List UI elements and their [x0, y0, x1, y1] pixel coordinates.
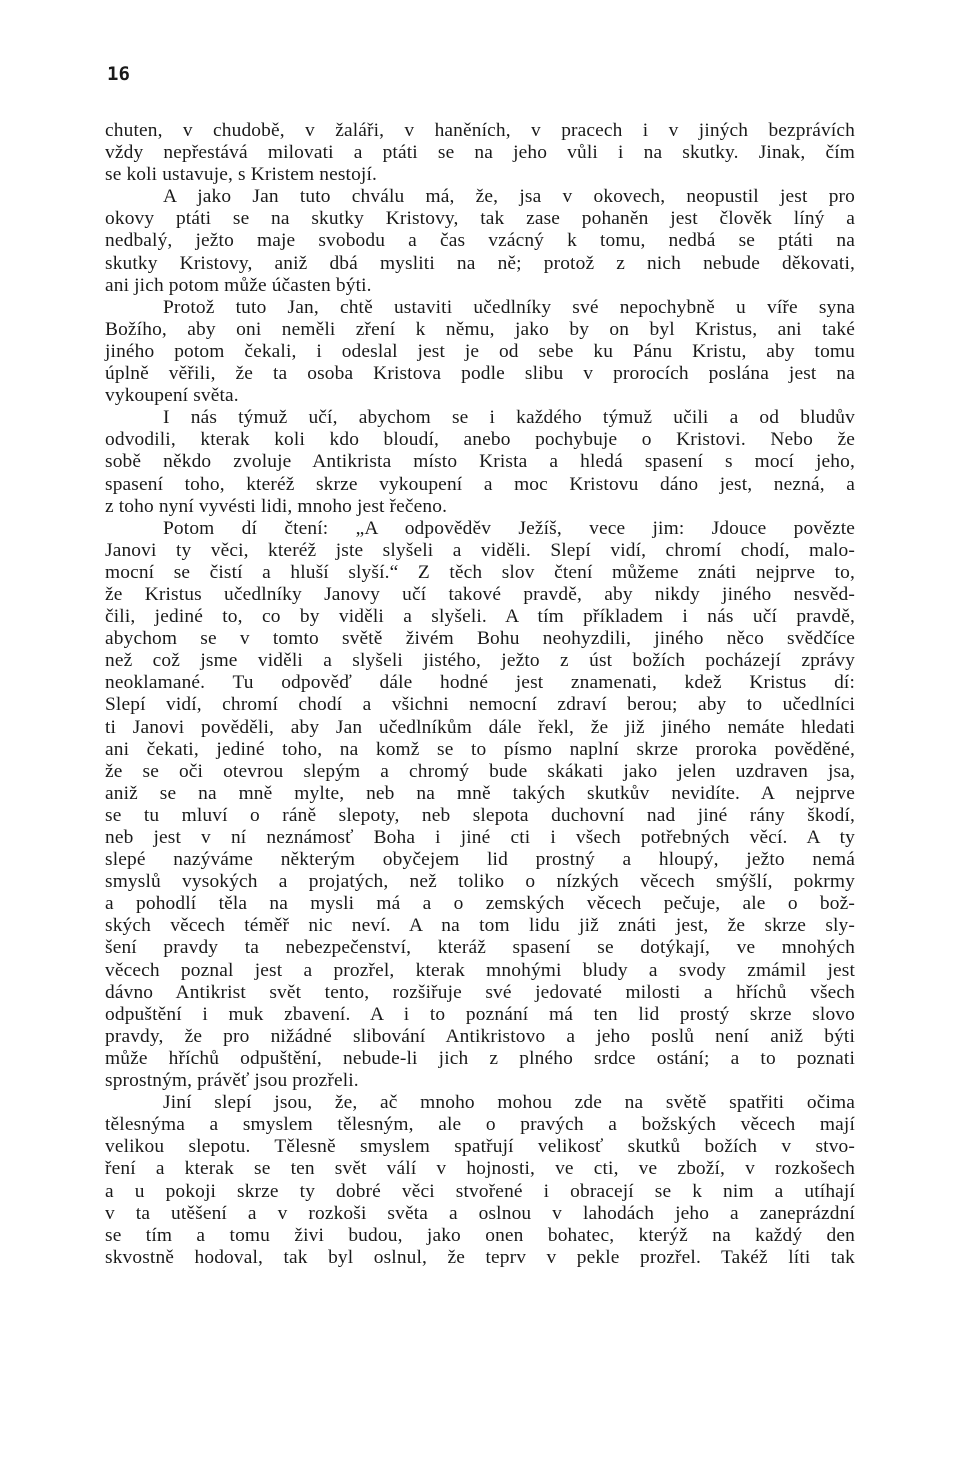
- text-line: Potom dí čtení: „A odpověděv Ježíš, vece jim: Jdouce povězte: [163, 517, 855, 539]
- text-line: dávno Antikrist svět tento, rozšiřuje své jedovaté milosti a hříchů všech: [105, 981, 855, 1003]
- text-line: se koli ustavuje, s Kristem nestojí.: [105, 164, 377, 186]
- text-line: vykoupení světa.: [105, 385, 239, 407]
- text-line: okovy ptáti se na skutky Kristovy, tak zase pohaněn jest člověk líný a: [105, 208, 855, 230]
- text-line: čili, jediné to, co by viděli a slyšeli. A tím příkladem i nás učí pravdě,: [105, 606, 855, 628]
- text-line: jiného potom čekali, i odeslal jest je od sebe ku Pánu Kristu, aby tomu: [105, 340, 855, 362]
- text-line: Protož tuto Jan, chtě ustaviti učedlníky své nepochybně u víře syna: [163, 296, 855, 318]
- text-line: a pohodlí těla na mysli má a o zemských věcech pečuje, ale o bož-: [105, 893, 855, 915]
- text-line: ření a kterak se ten svět válí v hojnosti, ve cti, ve zboží, v rozkošech: [105, 1158, 855, 1180]
- text-line: mocní se čistí a hluší slyší.“ Z těch slov čtení můžeme znáti nejprve to,: [105, 561, 855, 583]
- text-line: skvostně hodoval, tak byl oslnul, že teprv v pekle prozřel. Takéž líti tak: [105, 1246, 855, 1268]
- text-line: že Kristus učedlníky Janovy učí takové pravdě, aby nikdy jiného nesvěd-: [105, 583, 855, 605]
- text-line: než což jsme viděli a slyšeli jistého, ježto z úst božích pocházejí zprávy: [105, 650, 855, 672]
- text-line: z toho nyní vyvésti lidi, mnoho jest řečeno.: [105, 495, 448, 517]
- text-line: sprostným, právěť jsou prozřeli.: [105, 1070, 359, 1092]
- body-text: [105, 120, 855, 1269]
- text-line: sobě někdo zvoluje Antikrista místo Krista a hledá spasení s mocí jeho,: [105, 451, 855, 473]
- text-line: nedbalý, ježto maje svobodu a čas vzácný k tomu, nedbá se ptáti na: [105, 230, 855, 252]
- text-line: úplně věřili, že ta osoba Kristova podle slibu v prorocích poslána jest na: [105, 363, 855, 385]
- page-number: 16: [107, 63, 130, 85]
- text-line: věcech poznal jest a prozřel, kterak mnohými bludy a svody zmámil jest: [105, 959, 855, 981]
- text-line: že se oči otevrou slepým a chromý bude skákati jako jelen uzdraven jsa,: [105, 760, 855, 782]
- text-line: se tu mluví o ráně slepoty, neb slepota duchovní nad jiné rány škodí,: [105, 804, 855, 826]
- text-line: slepé nazýváme některým obyčejem lid prostný a hloupý, ježto nemá: [105, 849, 855, 871]
- text-line: neb jest v ní neznámosť Boha i jiné cti i všech potřebných věcí. A ty: [105, 827, 855, 848]
- text-line: v ta utěšení a v rozkoši světa a oslnou v lahodách jeho a zaneprázdní: [105, 1202, 855, 1224]
- text-line: ti Janovi pověděli, aby Jan učedlníkům dále řekl, že již jiného nemáte hledati: [105, 716, 855, 738]
- text-line: může hříchů odpuštění, nebude-li jich z plného srdce ostání; a to poznati: [105, 1047, 855, 1069]
- text-line: ských věcech téměř nic neví. A na tom lidu již znáti jest, že skrze sly-: [105, 915, 855, 937]
- text-line: se tím a tomu živi budou, jako onen bohatec, kterýž na každý den: [105, 1224, 855, 1246]
- text-line: Jiní slepí jsou, že, ač mnoho mohou zde na světě spatřiti očima: [163, 1092, 855, 1114]
- text-line: Slepí vidí, chromí chodí a všichni nemocní zdraví berou; aby to učedlníci: [105, 694, 855, 716]
- text-line: odvodili, kterak koli kdo bloudí, anebo pochybuje o Kristovi. Nebo že: [105, 429, 855, 451]
- text-line: vždy nepřestává milovati a ptáti se na jeho vůli i na skutky. Jinak, čím: [105, 142, 855, 164]
- text-line: chuten, v chudobě, v žaláři, v haněních, v pracech i v jiných bezprávích: [105, 120, 855, 141]
- text-line: spasení toho, kteréž skrze vykoupení a moc Kristovu dáno jest, nezná, a: [105, 473, 855, 495]
- text-line: skutky Kristovy, aniž dbá mysliti na ně; protož z nich nebude děkovati,: [105, 252, 855, 274]
- text-line: ani čekati, jediné toho, na komž se to písmo naplní skrze proroka pověděné,: [105, 738, 855, 760]
- text-line: ani jich potom může účasten býti.: [105, 274, 372, 296]
- text-line: neoklamané. Tu odpověď dále hodné jest znamenati, kdež Kristus dí:: [105, 672, 855, 694]
- text-line: odpuštění i muk zbavení. A i to poznání má ten lid prostý skrze slovo: [105, 1003, 855, 1025]
- text-line: a u pokoji skrze ty dobré věci stvořené i obracejí se k nim a utíhají: [105, 1180, 855, 1202]
- text-line: I nás týmuž učí, abychom se i každého týmuž učili a od bludův: [163, 407, 855, 429]
- text-line: Janovi ty věci, kteréž jste slyšeli a viděli. Slepí vidí, chromí chodí, malo-: [105, 539, 855, 561]
- text-line: Božího, aby oni neměli zření k němu, jako by on byl Kristus, ani také: [105, 318, 855, 340]
- text-line: aniž se na mně mylte, neb na mně takých skutkův nevidíte. A nejprve: [105, 782, 855, 804]
- text-line: A jako Jan tuto chválu má, že, jsa v okovech, neopustil jest pro: [163, 186, 855, 208]
- text-line: tělesnýma a smyslem tělesným, ale o pravých a božských věcech mají: [105, 1114, 855, 1136]
- text-line: abychom se v tomto světě živém Bohu neohyzdili, jiného něco svědčíce: [105, 628, 855, 650]
- text-line: velikou slepotu. Tělesně smyslem spatřují velikosť skutků božích v stvo-: [105, 1136, 855, 1158]
- text-line: pravdy, že pro nižádné slibování Antikristovo a jeho poslů není aniž býti: [105, 1025, 855, 1047]
- text-line: šení pravdy ta nebezpečenství, kteráž spasení se dotýkají, ve mnohých: [105, 937, 855, 959]
- text-line: smyslů vysokých a projatých, než toliko o nízkých věcech smýšlí, pokrmy: [105, 871, 855, 893]
